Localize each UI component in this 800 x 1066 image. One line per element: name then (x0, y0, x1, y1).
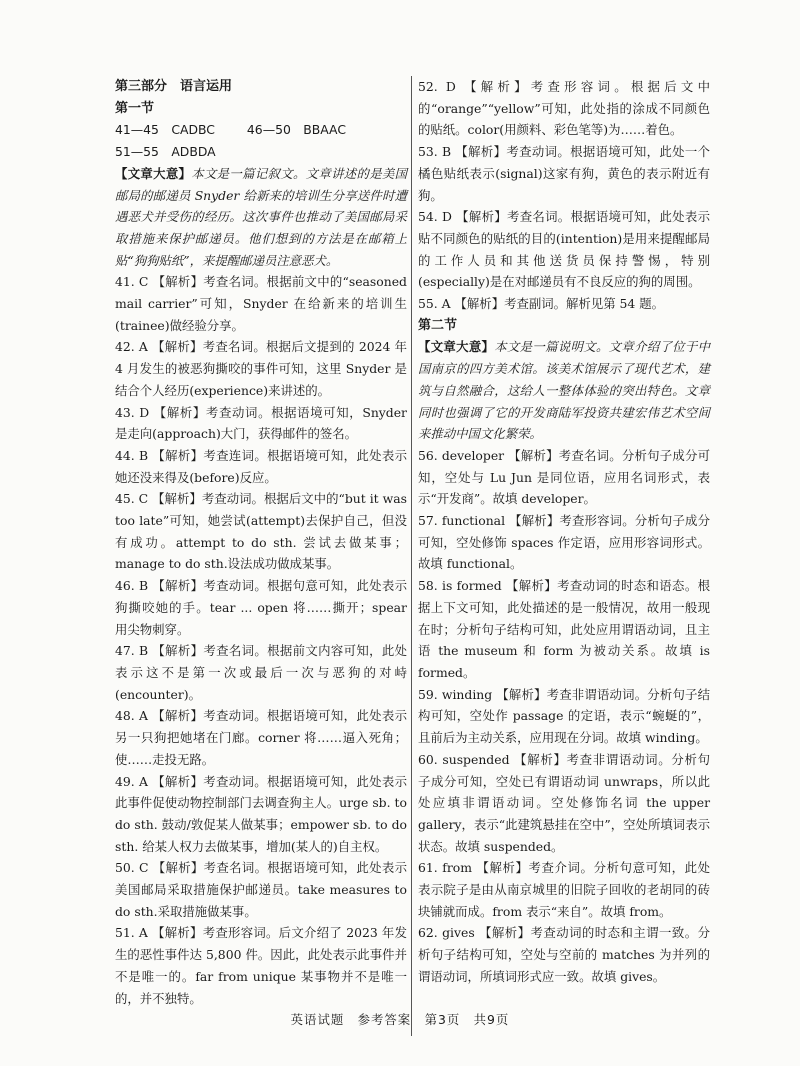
answer-explanation: 43. D 【解析】考查动词。根据语境可知，Snyder 是走向(approach)大门，获得邮件的签名。 (115, 404, 407, 442)
summary-text: 本文是一篇记叙文。文章讲述的是美国邮局的邮递员 Snyder 给新来的培训生分享送件时遭遇恶犬并受伤的经历。这次事件也推动了美国邮局采取措施来保护邮递员。他们想到的方法是在邮箱上贴“狗狗贴纸”，来提醒邮递员注意恶犬。 (115, 165, 408, 268)
answer-explanation: 49. A 【解析】考查动词。根据语境可知，此处表示此事件促使动物控制部门去调查狗主人。urge sb. to do sth. 鼓动/敦促某人做某事；empower sb. to do sth. 给某人权力去做某事，增加(某人的)自主权。 (115, 773, 407, 854)
answer-explanation: 56. developer 【解析】考查名词。分析句子成分可知，空处与 Lu Jun 是同位语，应用名词形式，表示“开发商”。故填 developer。 (418, 447, 710, 507)
answer-explanation: 53. B 【解析】考查动词。根据语境可知，此处一个橘色贴纸表示(signal)这家有狗，黄色的表示附近有狗。 (418, 144, 710, 203)
section1-title: 第一节 (115, 100, 155, 116)
answer-explanation: 48. A 【解析】考查动词。根据语境可知，此处表示另一只狗把她堵在门廊。corner 将……逼入死角；使……走投无路。 (115, 708, 407, 767)
answer-explanation: 50. C 【解析】考查名词。根据语境可知，此处表示美国邮局采取措施保护邮递员。take measures to do sth.采取措施做某事。 (115, 860, 407, 919)
answer-explanation: 42. A 【解析】考查名词。根据后文提到的 2024 年 4 月发生的被恶狗撕咬的事件可知，这里 Snyder 是结合个人经历(experience)来讲述的。 (115, 339, 407, 398)
answer-explanation: 58. is formed 【解析】考查动词的时态和语态。根据上下文可知，此处描述的是一般情况，故用一般现在时；分析句子结构可知，此处应用谓语动词，且主语 the museum 和 form 为被动关系。故填 is formed。 (418, 578, 710, 680)
answer-explanation: 52. D 【解析】考查形容词。根据后文中的“orange”“yellow”可知，此处指的涂成不同颜色的贴纸。color(用颜料、彩色笔等)为……着色。 (418, 79, 710, 138)
answer-key-46-50: 46—50 BBAAC (246, 122, 346, 138)
answer-explanation: 60. suspended 【解析】考查非谓语动词。分析句子成分可知，空处已有谓语动词 unwraps，所以此处应填非谓语动词。空处修饰名词 the upper gallery，表示“此建筑悬挂在空中”，空处所填词表示状态。故填 suspended。 (418, 751, 710, 854)
answer-key-row-1 (115, 119, 407, 141)
answer-explanation: 46. B 【解析】考查动词。根据句意可知，此处表示狗撕咬她的手。tear ... open 将……撕开；spear 用尖物刺穿。 (115, 578, 407, 637)
right-column (418, 76, 710, 988)
answer-key-41-45: 41—45 CADBC (115, 122, 215, 138)
answer-explanation: 57. functional 【解析】考查形容词。分析句子成分可知，空处修饰 spaces 作定语，应用形容词形式。故填 functional。 (418, 513, 710, 572)
section2-title: 第二节 (418, 317, 458, 333)
passage-summary (115, 163, 407, 272)
answer-explanation: 54. D 【解析】考查名词。根据语境可知，此处表示贴不同颜色的贴纸的目的(intention)是用来提醒邮局的工作人员和其他送货员保持警惕，特别(especially)是在对邮递员有不良反应的狗的周围。 (418, 209, 710, 290)
answer-explanation: 51. A 【解析】考查形容词。后文介绍了 2023 年发生的恶性事件达 5,800 件。因此，此处表示此事件并不是唯一的。far from unique 某事物并不是唯一的，并不独特。 (115, 925, 407, 1006)
answer-explanation: 44. B 【解析】考查连词。根据语境可知，此处表示她还没来得及(before)反应。 (115, 447, 407, 485)
summary-text: 本文是一篇说明文。文章介绍了位于中国南京的四方美术馆。该美术馆展示了现代艺术，建筑与自然融合，这给人一整体体验的突出特色。文章同时也强调了它的开发商陆军投资共建宏伟艺术空间来推动中国文化繁荣。 (418, 339, 711, 442)
answer-key-row-2: 51—55 ADBDA (115, 144, 216, 160)
answer-explanation: 41. C 【解析】考查名词。根据前文中的“seasoned mail carrier”可知，Snyder 在给新来的培训生(trainee)做经验分享。 (115, 274, 407, 333)
summary-tag: 【文章大意】 (418, 339, 495, 355)
answer-explanation: 55. A 【解析】考查副词。解析见第 54 题。 (418, 296, 665, 312)
answer-explanation: 47. B 【解析】考查名词。根据前文内容可知，此处表示这不是第一次或最后一次与恶狗的对峙(encounter)。 (115, 643, 407, 702)
answer-explanation: 45. C 【解析】考查动词。根据后文中的“but it was too late”可知，她尝试(attempt)去保护自己，但没有成功。attempt to do sth. 尝试去做某事；manage to do sth.设法成功做成某事。 (115, 491, 407, 572)
answer-explanation: 62. gives 【解析】考查动词的时态和主谓一致。分析句子结构可知，空处与空前的 matches 为并列的谓语动词，所填词形式应一致。故填 gives。 (418, 925, 710, 984)
passage-summary (418, 336, 710, 445)
answer-explanation: 61. from 【解析】考查介词。分析句意可知，此处表示院子是由从南京城里的旧院子回收的老胡同的砖块铺就而成。from 表示“来自”。故填 from。 (418, 860, 710, 919)
answer-explanation: 59. winding 【解析】考查非谓语动词。分析句子结构可知，空处作 passage 的定语，表示“蜿蜒的”，且前后为主动关系，应用现在分词。故填 winding。 (418, 686, 710, 746)
summary-tag: 【文章大意】 (115, 165, 192, 181)
column-divider (411, 76, 412, 1036)
page-footer: 英语试题 参考答案 第3页 共9页 (290, 1012, 510, 1027)
part-title: 第三部分 语言运用 (115, 79, 233, 94)
left-column (115, 76, 407, 1009)
